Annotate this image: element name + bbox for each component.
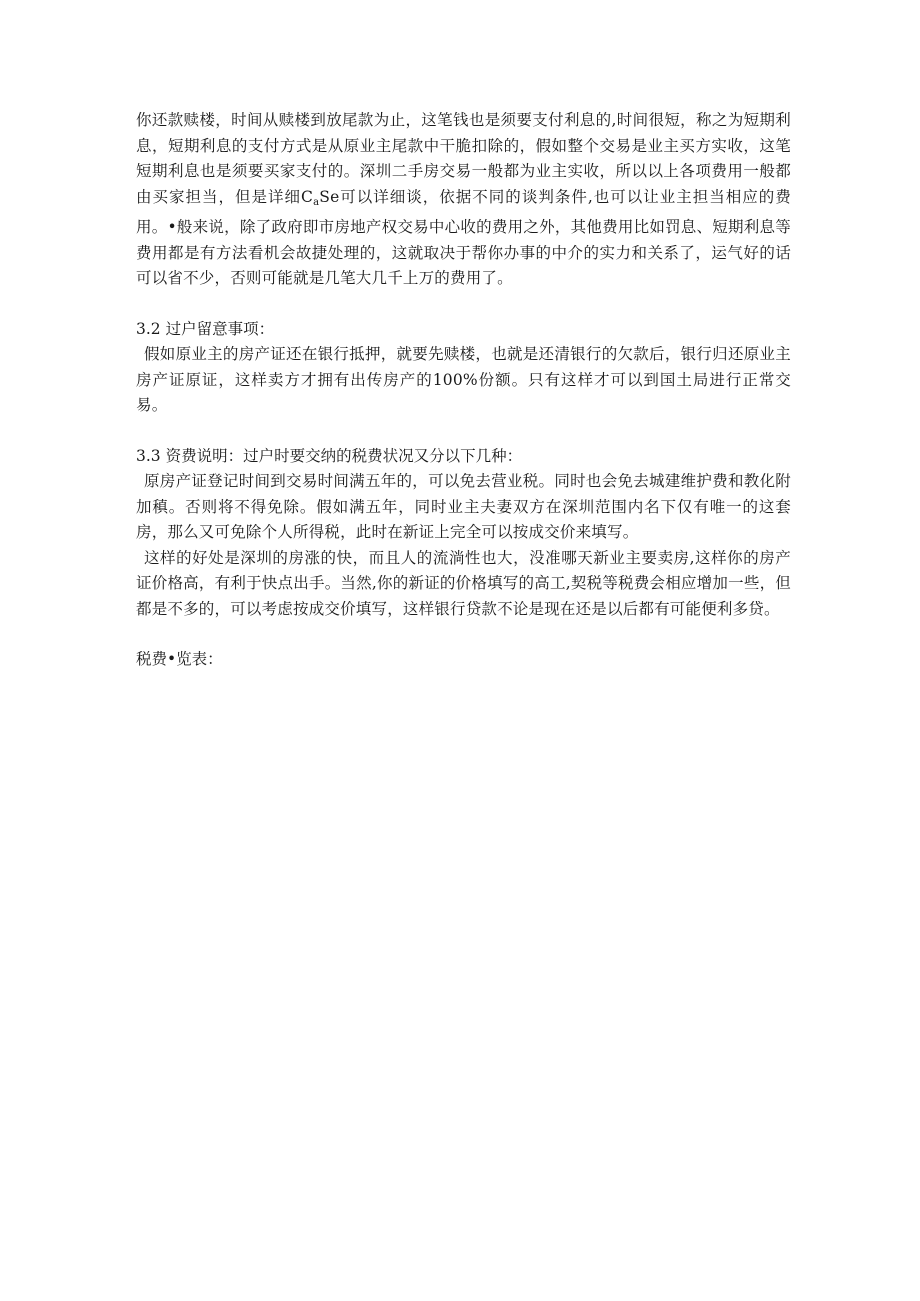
intro-text-part2: Se可以详细谈，依据不同的谈判条件,也可以让业主担当相应的费用。•般来说，除了政府即市房地产权交易中心收的费用之外，其他费用比如罚息、短期利息等费用都是有方法看机会故捷处理的，这就取决于帮你办事的中介的实力和关系了，运气好的话可以省不少，否则可能就是几笔大几千上万的费用了。 bbox=[136, 187, 791, 287]
section-3-3-body-1: 原房产证登记时间到交易时间满五年的，可以免去营业税。同时也会免去城建维护费和教化附加稹。否则将不得免除。假如满五年，同时业主夫妻双方在深圳范围内名下仅有唯一的这套房，那么又可免除个人所得税，此时在新证上完全可以按成交价来填写。 bbox=[136, 472, 791, 541]
spacer bbox=[136, 622, 791, 647]
document-page bbox=[136, 108, 791, 673]
tax-table-label: 税费•览表： bbox=[136, 650, 223, 668]
spacer bbox=[136, 419, 791, 444]
spacer bbox=[136, 292, 791, 317]
section-3-2-heading: 3.2 过户留意事项： bbox=[136, 319, 275, 338]
section-3-3-heading: 3.3 资费说明：过户时要交纳的税费状况又分以下几种： bbox=[136, 446, 523, 465]
intro-text-subscript: a bbox=[313, 196, 320, 208]
intro-text-part1: 你还款赎楼，时间从赎楼到放尾款为止，这笔钱也是须要支付利息的,时间很短，称之为短期利息，短期利息的支付方式是从原业主尾款中干脆扣除的，假如整个交易是业主买方实收，这笔短期利息也是须要买家支付的。深圳二手房交易一般都为业主实收，所以以上各项费用一般都由买家担当，但是详细C bbox=[136, 111, 791, 206]
intro-paragraph bbox=[136, 108, 791, 292]
section-3-2-body: 假如原业主的房产证还在银行抵押，就要先赎楼，也就是还清银行的欠款后，银行归还原业主房产证原证，这样卖方才拥有出传房产的100%份额。只有这样才可以到国土局进行正常交易。 bbox=[136, 345, 791, 414]
section-3-3-body-2: 这样的好处是深圳的房涨的快，而且人的流淌性也大，没准哪天新业主要卖房,这样你的房产证价格高，有利于快点出手。当然,你的新证的价格填写的高工,契税等税费会相应增加一些，但都是不多的，可以考虑按成交价填写，这样银行贷款不论是现在还是以后都有可能便利多贷。 bbox=[136, 548, 791, 618]
